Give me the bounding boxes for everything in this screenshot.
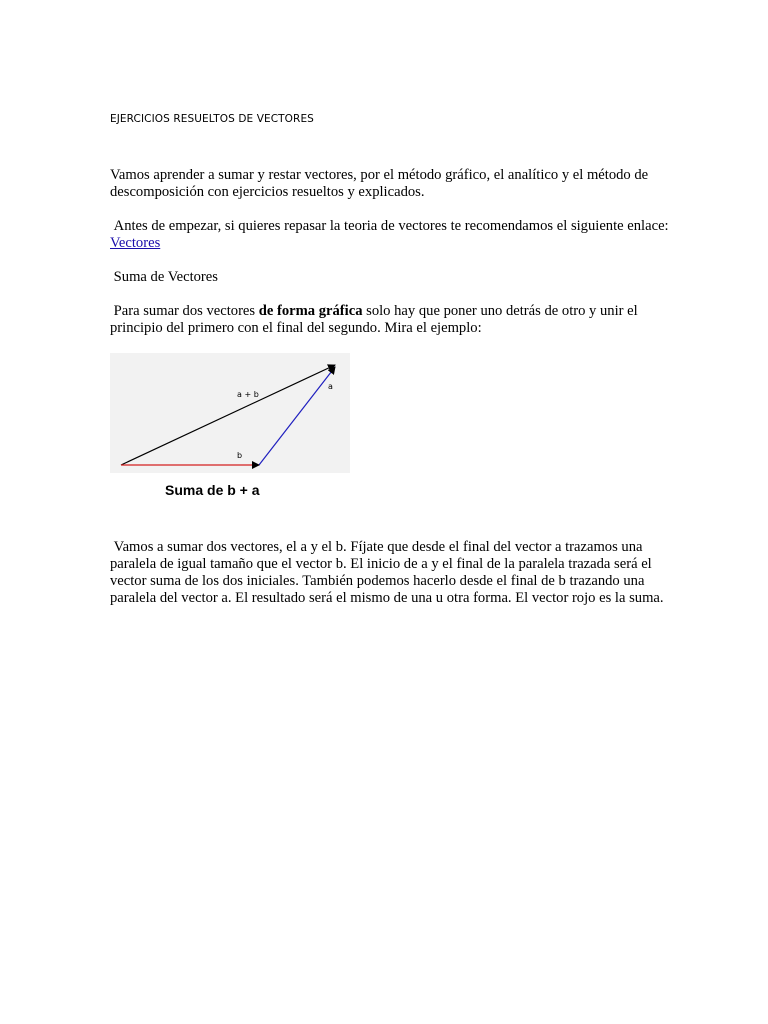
vector-sum-figure xyxy=(110,353,350,503)
label-a: a xyxy=(328,382,333,391)
graphic-method-suffix: solo hay que poner uno detrás de otro y unir el principio del primero con el final del segundo. Mira el ejemplo: xyxy=(110,303,642,336)
intro-paragraph: Vamos aprender a sumar y restar vectores, por el método gráfico, el analítico y el método de descomposición con ejercicios resueltos y explicados. xyxy=(110,167,652,200)
label-b: b xyxy=(237,451,243,460)
figure-background xyxy=(110,353,350,473)
label-sum: a + b xyxy=(237,390,259,399)
graphic-method-prefix: Para sumar dos vectores xyxy=(110,303,259,319)
figure-caption: Suma de b + a xyxy=(165,482,260,498)
vector-diagram xyxy=(110,353,350,503)
before-text: Antes de empezar, si quieres repasar la teoria de vectores te recomendamos el siguiente enlace: xyxy=(110,218,672,234)
before-paragraph xyxy=(110,218,670,252)
graphic-method-paragraph xyxy=(110,303,670,337)
document-heading: EJERCICIOS RESUELTOS DE VECTORES xyxy=(110,113,314,125)
vectores-link[interactable]: Vectores xyxy=(110,235,161,251)
explanation-paragraph: Vamos a sumar dos vectores, el a y el b. Fíjate que desde el final del vector a trazamos una paralela de igual tamaño que el vector b. El inicio de a y el final de la paralela trazada será el vector suma de los dos iniciales. También podemos hacerlo desde el final de b trazando una paralela del vector a. El resultado será el mismo de una u otra forma. El vector rojo es la suma. xyxy=(110,539,664,606)
section-title: Suma de Vectores xyxy=(110,269,218,285)
graphic-method-bold: de forma gráfica xyxy=(258,303,363,319)
